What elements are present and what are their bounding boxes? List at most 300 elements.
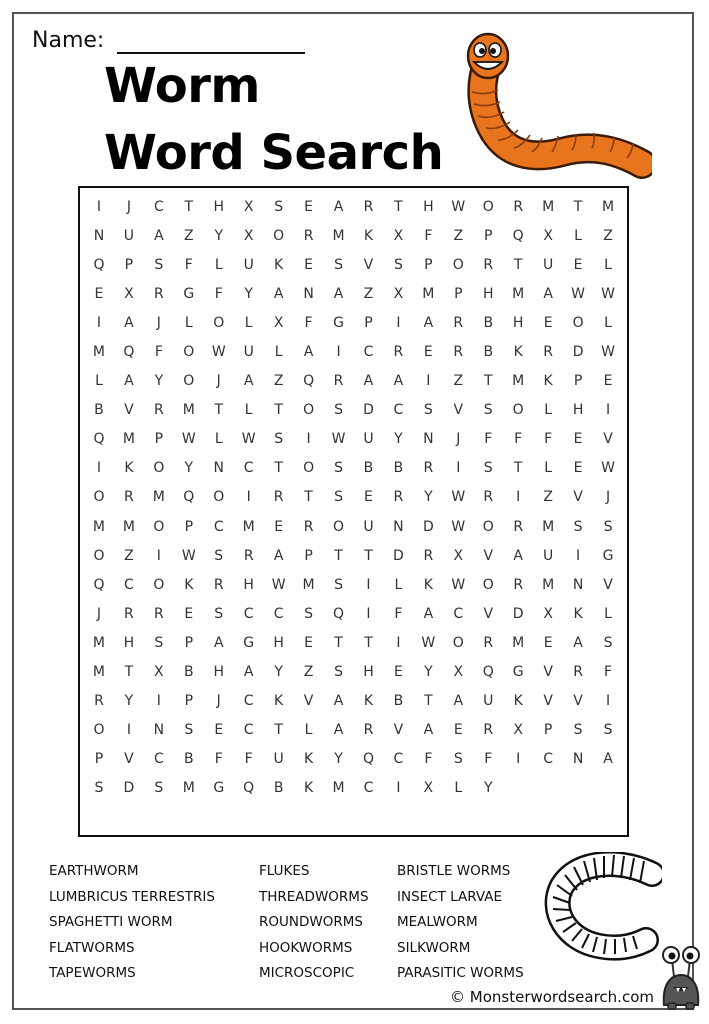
grid-letter[interactable]: L bbox=[95, 373, 103, 390]
grid-letter[interactable]: U bbox=[273, 751, 284, 768]
grid-letter[interactable]: K bbox=[423, 576, 433, 593]
grid-letter[interactable]: D bbox=[422, 518, 434, 535]
grid-letter[interactable]: K bbox=[303, 780, 314, 797]
grid-letter[interactable]: O bbox=[93, 489, 105, 506]
grid-letter[interactable]: W bbox=[241, 431, 256, 448]
grid-letter[interactable]: E bbox=[274, 518, 284, 535]
grid-letter[interactable]: E bbox=[573, 431, 583, 448]
grid-letter[interactable]: M bbox=[92, 518, 106, 535]
grid-letter[interactable]: R bbox=[513, 198, 524, 215]
grid-letter[interactable]: R bbox=[94, 693, 104, 710]
grid-letter[interactable]: L bbox=[544, 460, 553, 477]
grid-letter[interactable]: L bbox=[574, 227, 582, 244]
grid-letter[interactable]: F bbox=[154, 343, 163, 360]
grid-letter[interactable]: R bbox=[393, 343, 404, 360]
grid-letter[interactable]: A bbox=[303, 343, 314, 360]
grid-letter[interactable]: X bbox=[273, 314, 284, 331]
grid-letter[interactable]: A bbox=[124, 373, 134, 390]
grid-letter[interactable]: C bbox=[124, 576, 134, 593]
grid-letter[interactable]: C bbox=[393, 402, 404, 419]
grid-letter[interactable]: M bbox=[332, 227, 345, 244]
grid-letter[interactable]: A bbox=[333, 198, 344, 215]
grid-letter[interactable]: I bbox=[605, 693, 611, 710]
grid-letter[interactable]: S bbox=[214, 605, 224, 622]
grid-letter[interactable]: R bbox=[423, 547, 434, 564]
grid-letter[interactable]: B bbox=[273, 780, 284, 797]
grid-letter[interactable]: B bbox=[483, 343, 494, 360]
grid-letter[interactable]: G bbox=[243, 634, 255, 651]
grid-letter[interactable]: P bbox=[543, 722, 553, 739]
grid-letter[interactable]: S bbox=[94, 780, 104, 797]
grid-letter[interactable]: T bbox=[513, 460, 523, 477]
grid-letter[interactable]: J bbox=[216, 373, 221, 390]
grid-letter[interactable]: P bbox=[484, 227, 493, 244]
grid-letter[interactable]: U bbox=[543, 547, 554, 564]
grid-letter[interactable]: F bbox=[484, 751, 493, 768]
grid-letter[interactable]: I bbox=[306, 431, 311, 448]
grid-letter[interactable]: X bbox=[543, 227, 553, 244]
grid-letter[interactable]: T bbox=[573, 198, 583, 215]
grid-letter[interactable]: K bbox=[124, 460, 134, 477]
grid-letter[interactable]: S bbox=[603, 634, 613, 651]
grid-letter[interactable]: I bbox=[516, 489, 521, 506]
grid-letter[interactable]: P bbox=[124, 256, 134, 273]
grid-letter[interactable]: R bbox=[423, 460, 434, 477]
grid-letter[interactable]: O bbox=[572, 314, 584, 331]
grid-letter[interactable]: S bbox=[573, 722, 583, 739]
grid-letter[interactable]: C bbox=[153, 198, 164, 215]
grid-letter[interactable]: S bbox=[184, 722, 194, 739]
grid-letter[interactable]: C bbox=[273, 605, 284, 622]
grid-letter[interactable]: R bbox=[363, 722, 374, 739]
grid-letter[interactable]: J bbox=[605, 489, 611, 506]
grid-letter[interactable]: I bbox=[605, 402, 611, 419]
grid-letter[interactable]: I bbox=[246, 489, 251, 506]
grid-letter[interactable]: P bbox=[364, 314, 373, 331]
grid-letter[interactable]: R bbox=[243, 547, 254, 564]
grid-letter[interactable]: R bbox=[124, 605, 134, 622]
grid-letter[interactable]: P bbox=[573, 373, 583, 390]
grid-letter[interactable]: M bbox=[302, 576, 315, 593]
grid-letter[interactable]: R bbox=[543, 343, 553, 360]
grid-letter[interactable]: C bbox=[243, 460, 254, 477]
grid-letter[interactable]: B bbox=[183, 663, 194, 680]
grid-letter[interactable]: M bbox=[512, 634, 525, 651]
grid-letter[interactable]: Q bbox=[303, 373, 315, 390]
grid-letter[interactable]: L bbox=[184, 314, 193, 331]
grid-letter[interactable]: Y bbox=[394, 431, 403, 448]
grid-letter[interactable]: L bbox=[604, 256, 612, 273]
grid-letter[interactable]: T bbox=[364, 634, 373, 651]
grid-letter[interactable]: X bbox=[243, 227, 254, 244]
grid-letter[interactable]: C bbox=[213, 518, 224, 535]
grid-letter[interactable]: O bbox=[153, 576, 165, 593]
grid-letter[interactable]: X bbox=[453, 547, 464, 564]
grid-letter[interactable]: Z bbox=[363, 285, 374, 302]
grid-letter[interactable]: V bbox=[124, 751, 134, 768]
grid-letter[interactable]: V bbox=[483, 547, 494, 564]
grid-letter[interactable]: V bbox=[303, 693, 314, 710]
grid-letter[interactable]: V bbox=[124, 402, 134, 419]
grid-letter[interactable]: Z bbox=[273, 373, 284, 390]
grid-letter[interactable]: H bbox=[363, 663, 374, 680]
grid-letter[interactable]: S bbox=[334, 576, 343, 593]
grid-letter[interactable]: X bbox=[423, 780, 434, 797]
grid-letter[interactable]: M bbox=[512, 285, 525, 302]
grid-letter[interactable]: V bbox=[573, 693, 583, 710]
grid-letter[interactable]: R bbox=[124, 489, 134, 506]
grid-letter[interactable]: O bbox=[452, 634, 464, 651]
grid-letter[interactable]: E bbox=[543, 634, 553, 651]
grid-letter[interactable]: O bbox=[183, 373, 195, 390]
grid-letter[interactable]: O bbox=[153, 518, 165, 535]
grid-letter[interactable]: S bbox=[334, 256, 343, 273]
grid-letter[interactable]: L bbox=[274, 343, 283, 360]
grid-letter[interactable]: S bbox=[603, 518, 613, 535]
grid-letter[interactable]: E bbox=[603, 373, 613, 390]
grid-letter[interactable]: Q bbox=[243, 780, 255, 797]
grid-letter[interactable]: B bbox=[393, 460, 404, 477]
grid-letter[interactable]: W bbox=[601, 285, 615, 302]
grid-letter[interactable]: H bbox=[213, 663, 224, 680]
grid-letter[interactable]: V bbox=[603, 576, 613, 593]
grid-letter[interactable]: P bbox=[184, 518, 194, 535]
grid-letter[interactable]: E bbox=[453, 722, 463, 739]
grid-letter[interactable]: S bbox=[334, 489, 343, 506]
grid-letter[interactable]: S bbox=[453, 751, 463, 768]
grid-letter[interactable]: F bbox=[484, 431, 493, 448]
grid-letter[interactable]: G bbox=[602, 547, 614, 564]
grid-letter[interactable]: A bbox=[124, 314, 134, 331]
grid-letter[interactable]: M bbox=[542, 198, 555, 215]
grid-letter[interactable]: A bbox=[393, 373, 404, 390]
grid-letter[interactable]: O bbox=[93, 722, 105, 739]
grid-letter[interactable]: C bbox=[393, 751, 404, 768]
grid-letter[interactable]: R bbox=[513, 576, 524, 593]
grid-letter[interactable]: D bbox=[512, 605, 524, 622]
grid-letter[interactable]: Y bbox=[274, 663, 283, 680]
grid-letter[interactable]: J bbox=[156, 314, 161, 331]
grid-letter[interactable]: M bbox=[601, 198, 615, 215]
grid-letter[interactable]: K bbox=[274, 693, 284, 710]
grid-letter[interactable]: Q bbox=[93, 256, 105, 273]
grid-letter[interactable]: F bbox=[304, 314, 313, 331]
grid-letter[interactable]: L bbox=[454, 780, 463, 797]
grid-letter[interactable]: Q bbox=[333, 605, 345, 622]
grid-letter[interactable]: E bbox=[304, 198, 313, 215]
grid-letter[interactable]: I bbox=[366, 605, 371, 622]
grid-letter[interactable]: M bbox=[92, 343, 106, 360]
grid-letter[interactable]: T bbox=[184, 198, 194, 215]
grid-letter[interactable]: T bbox=[483, 373, 493, 390]
grid-letter[interactable]: A bbox=[273, 547, 284, 564]
grid-letter[interactable]: A bbox=[333, 285, 344, 302]
grid-letter[interactable]: J bbox=[96, 605, 102, 622]
grid-letter[interactable]: S bbox=[334, 402, 343, 419]
grid-letter[interactable]: F bbox=[514, 431, 523, 448]
grid-letter[interactable]: O bbox=[452, 256, 464, 273]
grid-letter[interactable]: S bbox=[274, 431, 284, 448]
grid-letter[interactable]: N bbox=[572, 576, 584, 593]
grid-letter[interactable]: E bbox=[543, 314, 553, 331]
grid-letter[interactable]: I bbox=[336, 343, 341, 360]
grid-letter[interactable]: E bbox=[184, 605, 194, 622]
grid-letter[interactable]: X bbox=[513, 722, 523, 739]
grid-letter[interactable]: A bbox=[273, 285, 284, 302]
grid-letter[interactable]: L bbox=[394, 576, 403, 593]
grid-letter[interactable]: I bbox=[126, 722, 131, 739]
grid-letter[interactable]: U bbox=[243, 343, 254, 360]
grid-letter[interactable]: Q bbox=[482, 663, 494, 680]
grid-letter[interactable]: O bbox=[303, 460, 315, 477]
grid-letter[interactable]: W bbox=[601, 343, 615, 360]
grid-letter[interactable]: F bbox=[424, 751, 433, 768]
grid-letter[interactable]: N bbox=[213, 460, 224, 477]
grid-letter[interactable]: M bbox=[512, 373, 525, 390]
grid-letter[interactable]: E bbox=[304, 256, 313, 273]
grid-letter[interactable]: T bbox=[334, 547, 343, 564]
grid-letter[interactable]: W bbox=[451, 198, 466, 215]
grid-letter[interactable]: C bbox=[243, 693, 254, 710]
grid-letter[interactable]: S bbox=[304, 605, 314, 622]
grid-letter[interactable]: A bbox=[333, 693, 344, 710]
grid-letter[interactable]: N bbox=[303, 285, 314, 302]
grid-letter[interactable]: K bbox=[363, 693, 374, 710]
grid-letter[interactable]: X bbox=[393, 227, 404, 244]
grid-letter[interactable]: C bbox=[153, 751, 164, 768]
grid-letter[interactable]: W bbox=[451, 489, 466, 506]
grid-letter[interactable]: R bbox=[483, 489, 494, 506]
grid-letter[interactable]: D bbox=[363, 402, 374, 419]
grid-letter[interactable]: A bbox=[453, 693, 464, 710]
grid-letter[interactable]: F bbox=[394, 605, 403, 622]
grid-letter[interactable]: F bbox=[244, 751, 253, 768]
grid-letter[interactable]: I bbox=[96, 314, 102, 331]
grid-letter[interactable]: M bbox=[92, 634, 106, 651]
grid-letter[interactable]: E bbox=[364, 489, 373, 506]
grid-letter[interactable]: K bbox=[543, 373, 553, 390]
grid-letter[interactable]: C bbox=[243, 722, 254, 739]
grid-letter[interactable]: A bbox=[154, 227, 164, 244]
grid-letter[interactable]: I bbox=[96, 198, 102, 215]
grid-letter[interactable]: O bbox=[93, 547, 105, 564]
grid-letter[interactable]: Z bbox=[603, 227, 613, 244]
grid-letter[interactable]: Z bbox=[184, 227, 194, 244]
grid-letter[interactable]: F bbox=[603, 663, 613, 680]
grid-letter[interactable]: K bbox=[184, 576, 194, 593]
grid-letter[interactable]: O bbox=[482, 576, 494, 593]
grid-letter[interactable]: R bbox=[153, 605, 164, 622]
grid-letter[interactable]: S bbox=[214, 547, 224, 564]
grid-letter[interactable]: P bbox=[454, 285, 463, 302]
grid-letter[interactable]: R bbox=[573, 663, 583, 680]
grid-letter[interactable]: M bbox=[182, 780, 195, 797]
grid-letter[interactable]: H bbox=[213, 198, 224, 215]
grid-letter[interactable]: E bbox=[573, 460, 583, 477]
grid-letter[interactable]: N bbox=[572, 751, 584, 768]
grid-letter[interactable]: C bbox=[243, 605, 254, 622]
grid-letter[interactable]: D bbox=[393, 547, 404, 564]
grid-letter[interactable]: W bbox=[211, 343, 226, 360]
grid-letter[interactable]: K bbox=[363, 227, 374, 244]
grid-letter[interactable]: L bbox=[544, 402, 553, 419]
grid-letter[interactable]: A bbox=[543, 285, 553, 302]
grid-letter[interactable]: I bbox=[396, 780, 401, 797]
grid-letter[interactable]: I bbox=[96, 460, 102, 477]
grid-letter[interactable]: I bbox=[396, 314, 401, 331]
grid-letter[interactable]: H bbox=[512, 314, 524, 331]
grid-letter[interactable]: M bbox=[92, 663, 106, 680]
grid-letter[interactable]: V bbox=[483, 605, 494, 622]
grid-letter[interactable]: R bbox=[333, 373, 344, 390]
grid-letter[interactable]: Y bbox=[483, 780, 493, 797]
grid-letter[interactable]: Y bbox=[424, 489, 433, 506]
grid-letter[interactable]: A bbox=[423, 605, 434, 622]
grid-letter[interactable]: A bbox=[333, 722, 344, 739]
grid-letter[interactable]: B bbox=[363, 460, 374, 477]
grid-letter[interactable]: U bbox=[363, 431, 374, 448]
grid-letter[interactable]: O bbox=[273, 227, 285, 244]
grid-letter[interactable]: U bbox=[363, 518, 374, 535]
grid-letter[interactable]: H bbox=[572, 402, 584, 419]
grid-letter[interactable]: M bbox=[422, 285, 435, 302]
grid-letter[interactable]: Y bbox=[184, 460, 194, 477]
grid-letter[interactable]: H bbox=[123, 634, 135, 651]
grid-letter[interactable]: Q bbox=[123, 343, 135, 360]
grid-letter[interactable]: M bbox=[242, 518, 255, 535]
grid-letter[interactable]: O bbox=[482, 518, 494, 535]
grid-letter[interactable]: C bbox=[363, 780, 374, 797]
grid-letter[interactable]: A bbox=[573, 634, 583, 651]
name-field[interactable] bbox=[117, 52, 305, 54]
grid-letter[interactable]: R bbox=[213, 576, 224, 593]
grid-letter[interactable]: S bbox=[483, 460, 493, 477]
grid-letter[interactable]: M bbox=[542, 576, 555, 593]
grid-letter[interactable]: R bbox=[153, 402, 164, 419]
grid-letter[interactable]: E bbox=[423, 343, 433, 360]
grid-letter[interactable]: T bbox=[274, 722, 283, 739]
grid-letter[interactable]: M bbox=[332, 780, 345, 797]
grid-letter[interactable]: T bbox=[334, 634, 343, 651]
grid-letter[interactable]: R bbox=[363, 198, 374, 215]
grid-letter[interactable]: I bbox=[396, 634, 401, 651]
grid-letter[interactable]: L bbox=[214, 256, 223, 273]
grid-letter[interactable]: H bbox=[482, 285, 494, 302]
grid-letter[interactable]: P bbox=[154, 431, 164, 448]
grid-letter[interactable]: F bbox=[214, 285, 223, 302]
grid-letter[interactable]: P bbox=[184, 693, 194, 710]
grid-letter[interactable]: H bbox=[273, 634, 284, 651]
grid-letter[interactable]: P bbox=[424, 256, 433, 273]
grid-letter[interactable]: K bbox=[573, 605, 583, 622]
grid-letter[interactable]: Q bbox=[183, 489, 195, 506]
grid-letter[interactable]: O bbox=[303, 402, 315, 419]
grid-letter[interactable]: I bbox=[426, 373, 431, 390]
grid-letter[interactable]: P bbox=[94, 751, 104, 768]
grid-letter[interactable]: Y bbox=[424, 663, 433, 680]
grid-letter[interactable]: B bbox=[393, 693, 404, 710]
grid-letter[interactable]: E bbox=[304, 634, 313, 651]
grid-letter[interactable]: L bbox=[604, 314, 612, 331]
grid-letter[interactable]: G bbox=[512, 663, 524, 680]
grid-letter[interactable]: G bbox=[183, 285, 195, 302]
grid-letter[interactable]: V bbox=[573, 489, 583, 506]
grid-letter[interactable]: O bbox=[482, 198, 494, 215]
grid-letter[interactable]: X bbox=[154, 663, 164, 680]
grid-letter[interactable]: A bbox=[423, 314, 434, 331]
grid-letter[interactable]: A bbox=[363, 373, 374, 390]
grid-letter[interactable]: T bbox=[424, 693, 433, 710]
grid-letter[interactable]: L bbox=[244, 314, 253, 331]
grid-letter[interactable]: V bbox=[603, 431, 613, 448]
grid-letter[interactable]: Z bbox=[543, 489, 553, 506]
grid-letter[interactable]: V bbox=[543, 693, 553, 710]
grid-letter[interactable]: U bbox=[483, 693, 494, 710]
grid-letter[interactable]: O bbox=[153, 460, 165, 477]
grid-letter[interactable]: I bbox=[156, 693, 161, 710]
grid-letter[interactable]: H bbox=[243, 576, 254, 593]
grid-letter[interactable]: L bbox=[604, 605, 612, 622]
grid-letter[interactable]: V bbox=[393, 722, 404, 739]
grid-letter[interactable]: E bbox=[393, 663, 403, 680]
grid-letter[interactable]: K bbox=[513, 693, 523, 710]
grid-letter[interactable]: C bbox=[363, 343, 374, 360]
grid-letter[interactable]: M bbox=[122, 431, 135, 448]
grid-letter[interactable]: V bbox=[543, 663, 553, 680]
grid-letter[interactable]: T bbox=[274, 402, 283, 419]
grid-letter[interactable]: W bbox=[271, 576, 286, 593]
grid-letter[interactable]: R bbox=[153, 285, 164, 302]
grid-letter[interactable]: Q bbox=[362, 751, 374, 768]
grid-letter[interactable]: R bbox=[273, 489, 284, 506]
grid-letter[interactable]: R bbox=[483, 634, 494, 651]
grid-letter[interactable]: S bbox=[274, 198, 284, 215]
grid-letter[interactable]: M bbox=[182, 402, 195, 419]
grid-letter[interactable]: K bbox=[274, 256, 284, 273]
grid-letter[interactable]: A bbox=[243, 373, 254, 390]
grid-letter[interactable]: Q bbox=[93, 431, 105, 448]
grid-letter[interactable]: O bbox=[512, 402, 524, 419]
grid-letter[interactable]: O bbox=[183, 343, 195, 360]
grid-letter[interactable]: J bbox=[126, 198, 131, 215]
grid-letter[interactable]: R bbox=[483, 256, 494, 273]
grid-letter[interactable]: R bbox=[483, 722, 494, 739]
grid-letter[interactable]: A bbox=[423, 722, 434, 739]
grid-letter[interactable]: S bbox=[603, 722, 613, 739]
grid-letter[interactable]: U bbox=[543, 256, 554, 273]
grid-letter[interactable]: A bbox=[603, 751, 613, 768]
grid-letter[interactable]: O bbox=[333, 518, 345, 535]
grid-letter[interactable]: C bbox=[453, 605, 464, 622]
grid-letter[interactable]: Y bbox=[154, 373, 164, 390]
grid-letter[interactable]: L bbox=[304, 722, 313, 739]
grid-letter[interactable]: Z bbox=[124, 547, 134, 564]
grid-letter[interactable]: N bbox=[153, 722, 165, 739]
grid-letter[interactable]: U bbox=[123, 227, 135, 244]
grid-letter[interactable]: Z bbox=[303, 663, 314, 680]
grid-letter[interactable]: R bbox=[453, 314, 464, 331]
grid-letter[interactable]: E bbox=[94, 285, 104, 302]
grid-letter[interactable]: S bbox=[154, 256, 164, 273]
grid-letter[interactable]: K bbox=[513, 343, 523, 360]
grid-letter[interactable]: A bbox=[243, 663, 254, 680]
grid-letter[interactable]: W bbox=[601, 460, 615, 477]
grid-letter[interactable]: S bbox=[423, 402, 433, 419]
grid-letter[interactable]: S bbox=[483, 402, 493, 419]
grid-letter[interactable]: M bbox=[542, 518, 555, 535]
grid-letter[interactable]: Y bbox=[214, 227, 224, 244]
grid-letter[interactable]: L bbox=[244, 402, 253, 419]
